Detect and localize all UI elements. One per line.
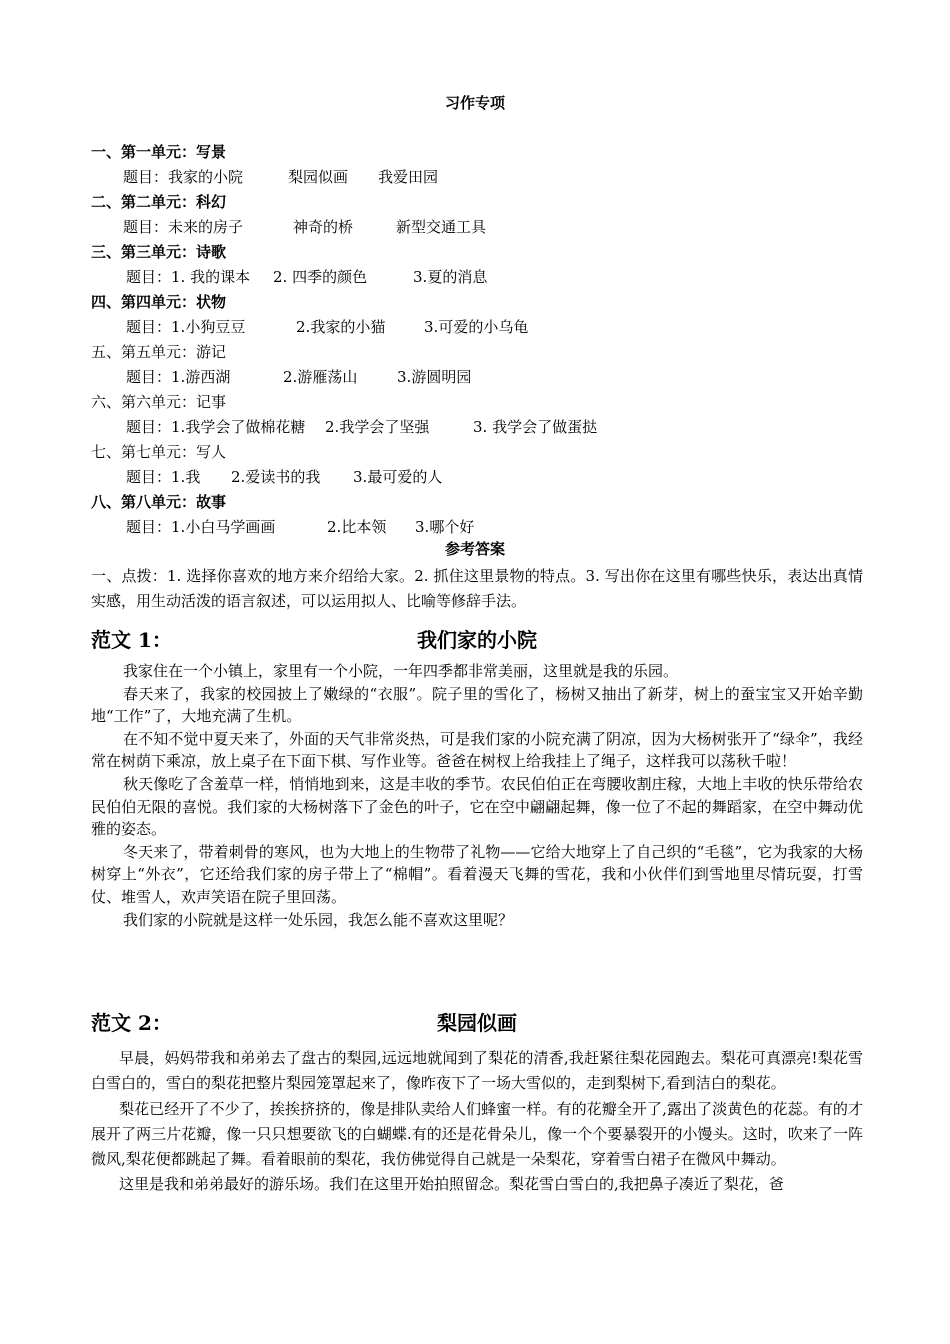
page-title: 习作专项 — [444, 94, 505, 112]
topic-prefix: 题目： — [126, 368, 172, 386]
essay-paragraph: 梨花已经开了不少了，挨挨挤挤的，像是排队卖给人们蜂蜜一样。有的花瓣全开了,露出了淡黄色的花蕊。有的才展开了两三片花瓣，像一只只想要欲飞的白蝴蝶.有的还是花骨朵儿，像一个个要暴裂开的小馒头。这时，吹来了一阵微风,梨花便都跳起了舞。看着眼前的梨花，我仿佛觉得自己就是一朵梨花，穿着雪白裙子在微风中舞动。 — [91, 1099, 863, 1169]
topic-item: 未来的房子 — [168, 218, 244, 236]
unit-heading: 二、第二单元：科幻 — [91, 193, 227, 211]
topic-item: 1.我 — [171, 468, 201, 486]
topic-item: 神奇的桥 — [293, 218, 354, 236]
topic-item: 1.游西湖 — [171, 368, 231, 386]
topic-item: 3.夏的消息 — [413, 268, 488, 286]
topic-item: 3. 我学会了做蛋挞 — [473, 418, 598, 436]
essay-paragraph: 我们家的小院就是这样一处乐园，我怎么能不喜欢这里呢？ — [123, 910, 514, 929]
topic-item: 3.最可爱的人 — [353, 468, 443, 486]
unit-heading: 四、第四单元：状物 — [91, 293, 227, 311]
answers-heading: 参考答案 — [444, 540, 505, 558]
essay-paragraph: 我家住在一个小镇上，家里有一个小院，一年四季都非常美丽，这里就是我的乐园。 — [123, 662, 679, 680]
topic-item: 1. 我的课本 — [171, 268, 251, 286]
topic-item: 新型交通工具 — [396, 218, 487, 236]
topic-item: 2.我家的小猫 — [296, 318, 386, 336]
topic-prefix: 题目： — [123, 168, 169, 186]
unit-heading-number: 六、第六单元：记事 — [91, 393, 227, 411]
topic-item: 1.小狗豆豆 — [171, 318, 246, 336]
essay-paragraph: 冬天来了，带着刺骨的寒风，也为大地上的生物带了礼物——它给大地穿上了自己织的“毛毯”，它为我家的大杨树穿上“外衣”，它还给我们家的房子带上了“棉帽”。看着漫天飞舞的雪花，我和小伙伴们到雪地里尽情玩耍，打雪仗、堆雪人，欢声笑语在院子里回荡。 — [91, 842, 863, 906]
topic-item: 梨园似画 — [288, 168, 349, 186]
unit-heading — [91, 340, 871, 365]
unit-topics — [91, 365, 871, 390]
essay-paragraph: 在不知不觉中夏天来了，外面的天气非常炎热，可是我们家的小院充满了阴凉，因为大杨树张开了“绿伞”，我经常在树荫下乘凉，放上桌子在下面下棋、写作业等。爸爸在树杈上给我挂上了绳子，这样我可以荡秋千啦！ — [91, 729, 863, 771]
essay-paragraph: 秋天像吃了含羞草一样，悄悄地到来，这是丰收的季节。农民伯伯正在弯腰收割庄稼，大地上丰收的快乐带给农民伯伯无限的喜悦。我们家的大杨树落下了金色的叶子，它在空中翩翩起舞，像一位了不起的舞蹈家，在空中舞动优雅的姿态。 — [91, 774, 863, 839]
essay-paragraph: 早晨，妈妈带我和弟弟去了盘古的梨园,远远地就闻到了梨花的清香,我赶紧往梨花园跑去。梨花可真漂亮!梨花雪白雪白的，雪白的梨花把整片梨园笼罩起来了，像昨夜下了一场大雪似的，走到梨树下,看到洁白的梨花。 — [91, 1049, 863, 1093]
topic-item: 2.游雁荡山 — [283, 368, 358, 386]
essay-label: 范文 2： — [91, 1011, 172, 1035]
topic-item: 2. 四季的颜色 — [273, 268, 368, 286]
unit-topics — [91, 415, 871, 440]
unit-topics — [91, 265, 871, 290]
topic-prefix: 题目： — [126, 518, 172, 536]
essay-title: 我们家的小院 — [417, 628, 537, 652]
essay-paragraph: 春天来了，我家的校园披上了嫩绿的“衣服”。院子里的雪化了，杨树又抽出了新芽，树上的蚕宝宝又开始辛勤地“工作”了，大地充满了生机。 — [91, 684, 863, 726]
essay-label: 范文 1： — [91, 628, 172, 652]
topic-prefix: 题目： — [126, 418, 172, 436]
answer-hint: 一、点拨：1. 选择你喜欢的地方来介绍给大家。2. 抓住这里景物的特点。3. 写出你在这里有哪些快乐，表达出真情实感，用生动活泼的语言叙述，可以运用拟人、比喻等修辞手法。 — [91, 567, 863, 610]
unit-topics — [91, 315, 871, 340]
topic-prefix: 题目： — [126, 318, 172, 336]
unit-heading: 三、第三单元：诗歌 — [91, 243, 227, 261]
topic-item: 2.爱读书的我 — [231, 468, 321, 486]
topic-item: 我家的小院 — [168, 168, 244, 186]
essay-header — [91, 1007, 863, 1041]
unit-heading — [91, 440, 871, 465]
topic-item: 3.可爱的小乌龟 — [424, 318, 529, 336]
topic-prefix: 题目： — [123, 218, 169, 236]
unit-heading-number: 七、第七单元：写人 — [91, 443, 227, 461]
unit-topics — [91, 465, 871, 490]
topic-item: 我爱田园 — [378, 168, 439, 186]
unit-heading — [91, 390, 871, 415]
unit-list — [91, 140, 871, 540]
unit-heading: 八、第八单元：故事 — [91, 493, 227, 511]
topic-item: 1.小白马学画画 — [171, 518, 276, 536]
topic-item: 3.哪个好 — [415, 518, 475, 536]
essay-header — [91, 624, 863, 658]
topic-prefix: 题目： — [126, 468, 172, 486]
unit-heading: 一、第一单元：写景 — [91, 143, 227, 161]
topic-prefix: 题目： — [126, 268, 172, 286]
topic-item: 2.我学会了坚强 — [325, 418, 430, 436]
essay-title: 梨园似画 — [437, 1011, 517, 1035]
unit-topics — [91, 215, 871, 240]
essay-body — [91, 660, 863, 931]
topic-item: 3.游圆明园 — [397, 368, 472, 386]
unit-heading-number: 五、第五单元：游记 — [91, 343, 227, 361]
unit-topics — [91, 165, 871, 190]
essay-paragraph: 这里是我和弟弟最好的游乐场。我们在这里开始拍照留念。梨花雪白雪白的,我把鼻子凑近了梨花，爸 — [119, 1175, 784, 1194]
essay-body — [91, 1046, 863, 1198]
topic-item: 1.我学会了做棉花糖 — [171, 418, 306, 436]
topic-item: 2.比本领 — [327, 518, 387, 536]
unit-topics — [91, 515, 871, 540]
